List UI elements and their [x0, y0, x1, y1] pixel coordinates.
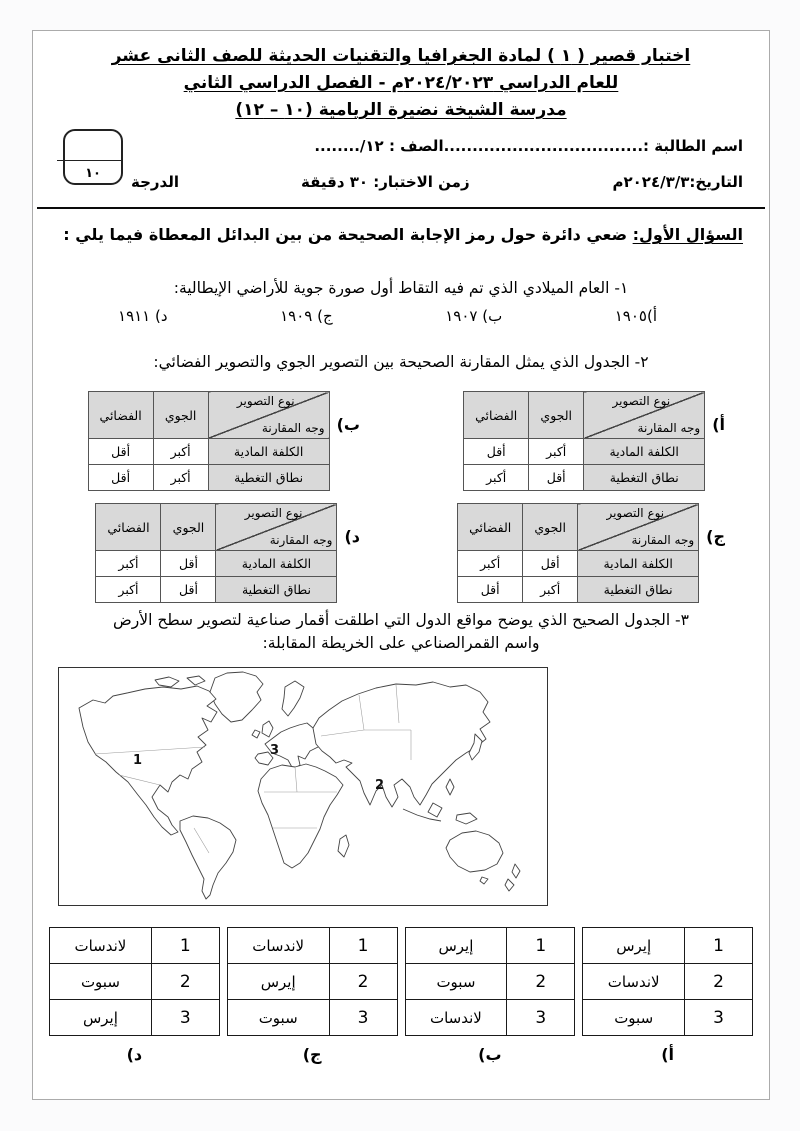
q3-label-a: أ) — [661, 1045, 675, 1064]
q1-option-b: ب) ١٩٠٧ — [445, 307, 503, 325]
q1-option-d: د) ١٩١١ — [118, 307, 168, 325]
section-label: السؤال الأول: — [632, 225, 743, 244]
header-line-school: مدرسة الشيخة نضيرة الريامية (١٠ – ١٢) — [235, 100, 567, 120]
satellite-table-c: 1 لاندسات 2 إيرس 3 سبوت — [227, 927, 398, 1036]
question-1-options — [118, 307, 657, 325]
map-marker-1-usa: 1 — [133, 753, 143, 768]
q3-label-c: ج) — [302, 1045, 322, 1064]
exam-sheet — [32, 30, 770, 1100]
world-map — [58, 667, 548, 906]
q2-option-a — [448, 391, 747, 491]
q1-option-a: أ)١٩٠٥ — [614, 307, 657, 325]
q2-option-c-label: ج) — [706, 527, 725, 546]
header-line-title: اختبار قصير ( ١ ) لمادة الجغرافيا والتقنيات الحديثة للصف الثانى عشر — [111, 46, 691, 66]
q1-option-c: ج) ١٩٠٩ — [280, 307, 333, 325]
q3-option-a — [582, 927, 753, 1036]
exam-header — [63, 43, 739, 124]
q2-option-d-label: د) — [344, 527, 360, 546]
q2-option-c — [448, 503, 747, 603]
comparison-table-a: نوع التصوير وجه المقارنة الجوي الفضائي الكلفة المادية أكبر أقل نطاق التغطية أقل أكبر — [463, 391, 705, 491]
question-2-text: ٢- الجدول الذي يمثل المقارنة الصحيحة بين التصوير الجوي والتصوير الفضائي: — [153, 353, 649, 371]
exam-duration: زمن الاختبار: ٣٠ دقيقة — [301, 173, 470, 191]
comparison-table-d: نوع التصوير وجه المقارنة الجوي الفضائي الكلفة المادية أقل أكبر نطاق التغطية أقل أكبر — [95, 503, 337, 603]
exam-date: التاريخ:٢٠٢٤/٣/٣م — [612, 173, 743, 191]
score-box — [63, 129, 123, 185]
q3-option-c — [227, 927, 398, 1036]
question-3-option-labels — [49, 1045, 753, 1064]
corner-cell: نوع التصوير وجه المقارنة — [578, 504, 699, 551]
q2-option-d — [83, 503, 382, 603]
question-3-answer-tables — [49, 927, 753, 1036]
q2-option-b-label: ب) — [336, 415, 360, 434]
q2-option-a-label: أ) — [712, 415, 725, 434]
satellite-table-b: 1 إيرس 2 سبوت 3 لاندسات — [405, 927, 576, 1036]
score-box-divider — [57, 160, 121, 161]
map-marker-2-india: 2 — [375, 778, 385, 793]
comparison-table-c: نوع التصوير وجه المقارنة الجوي الفضائي الكلفة المادية أقل أكبر نطاق التغطية أكبر أقل — [457, 503, 699, 603]
satellite-table-a: 1 إيرس 2 لاندسات 3 سبوت — [582, 927, 753, 1036]
corner-cell: نوع التصوير وجه المقارنة — [208, 392, 329, 439]
score-total-value: ١٠ — [85, 166, 101, 181]
satellite-table-d: 1 لاندسات 2 سبوت 3 إيرس — [49, 927, 220, 1036]
comparison-table-b: نوع التصوير وجه المقارنة الجوي الفضائي الكلفة المادية أكبر أقل نطاق التغطية أكبر أقل — [88, 391, 330, 491]
question-2-option-tables — [83, 391, 747, 603]
corner-cell: نوع التصوير وجه المقارنة — [584, 392, 705, 439]
section-title — [63, 225, 743, 244]
question-1-text: ١- العام الميلادي الذي تم فيه التقاط أول صورة جوية للأراضي الإيطالية: — [173, 279, 629, 297]
q3-label-d: د) — [126, 1045, 143, 1064]
world-map-svg — [59, 668, 547, 905]
q2-option-b — [83, 391, 382, 491]
grade-label: الدرجة — [131, 173, 179, 191]
map-marker-3-europe: 3 — [270, 743, 280, 758]
section-instruction: ضعي دائرة حول رمز الإجابة الصحيحة من بين البدائل المعطاة فيما يلي : — [63, 225, 633, 244]
q3-label-b: ب) — [478, 1045, 502, 1064]
header-line-year: للعام الدراسي ٢٠٢٤/٢٠٢٣م - الفصل الدراسي الثاني — [183, 73, 619, 93]
question-3-text: ٣- الجدول الصحيح الذي يوضح مواقع الدول التي اطلقت أقمار صناعية لتصوير سطح الأرض واسم القمرالصناعي على الخريطة المقابلة: — [113, 611, 689, 652]
q3-option-b — [405, 927, 576, 1036]
student-name-line: اسم الطالبة :...................................الصف : ١٢/........ — [314, 137, 743, 155]
q3-option-d — [49, 927, 220, 1036]
corner-cell: نوع التصوير وجه المقارنة — [216, 504, 337, 551]
header-divider-rule — [37, 207, 765, 209]
